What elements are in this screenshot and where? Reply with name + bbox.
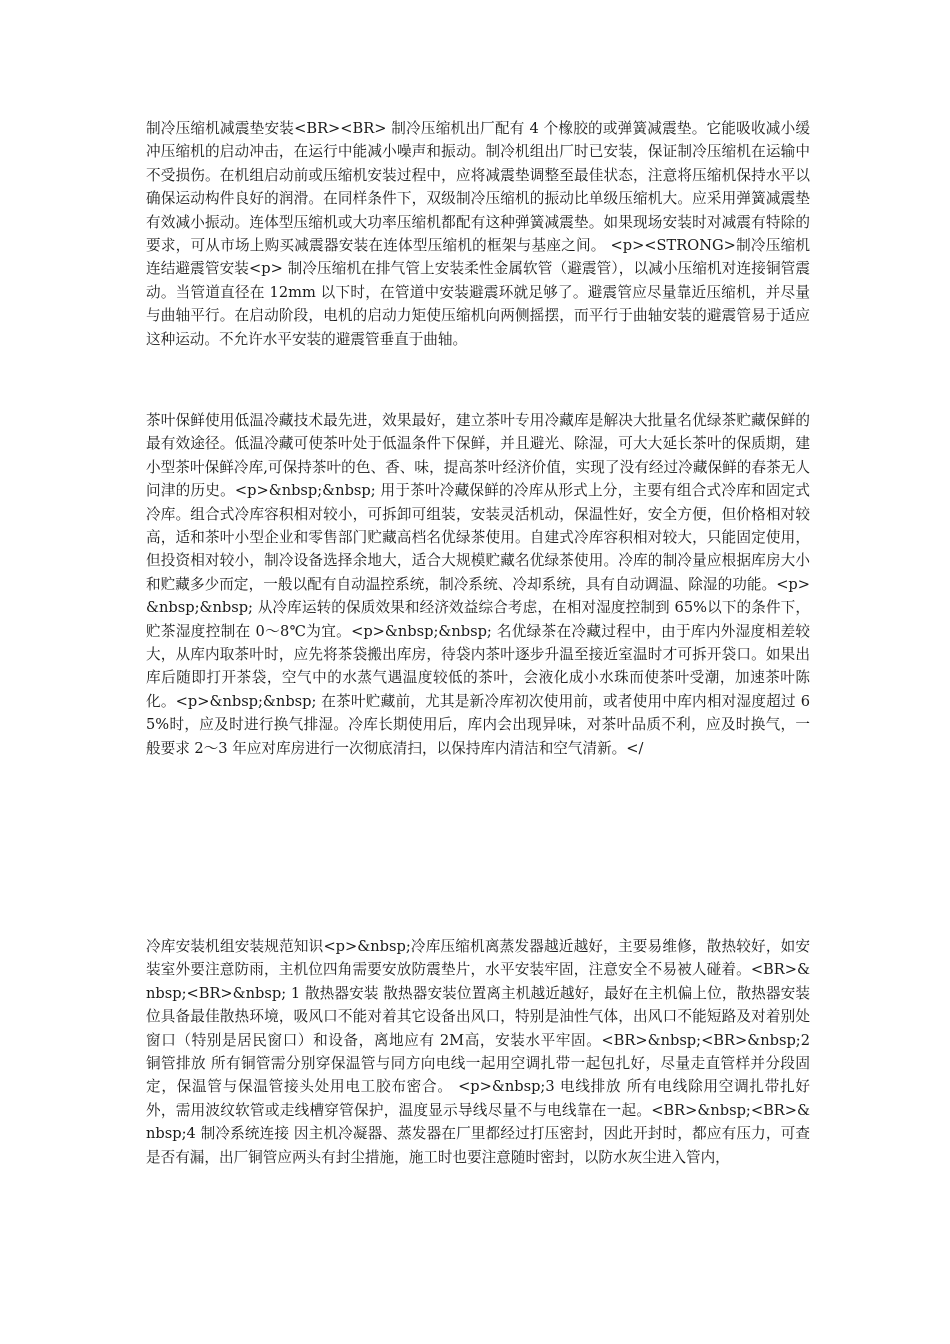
paragraph-tea-cold-storage: 茶叶保鲜使用低温冷藏技术最先进，效果最好，建立茶叶专用冷藏库是解决大批量名优绿茶贮藏保鲜的最有效途径。低温冷藏可使茶叶处于低温条件下保鲜，并且避光、除湿，可大大延长茶叶的保质期，建小型茶叶保鲜冷库,可保持茶叶的色、香、味，提高茶叶经济价值，实现了没有经过冷藏保鲜的春茶无人问津的历史。<p>&nbsp;&nbsp; 用于茶叶冷藏保鲜的冷库从形式上分，主要有组合式冷库和固定式冷库。组合式冷库容积相对较小，可拆卸可组装，安装灵活机动，保温性好，安全方便，但价格相对较高，适和茶叶小型企业和零售部门贮藏高档名优绿茶使用。自建式冷库容积相对较大，只能固定使用，但投资相对较小，制冷设备选择余地大，适合大规模贮藏名优绿茶使用。冷库的制冷量应根据库房大小和贮藏多少而定，一般以配有自动温控系统，制冷系统、冷却系统，具有自动调温、除湿的功能。<p>&nbsp;&nbsp; 从冷库运转的保质效果和经济效益综合考虑，在相对湿度控制到 65%以下的条件下，贮茶湿度控制在 0～8℃为宜。<p>&nbsp;&nbsp; 名优绿茶在冷藏过程中，由于库内外湿度相差较大，从库内取茶叶时，应先将茶袋搬出库房，待袋内茶叶逐步升温至接近室温时才可拆开袋口。如果出库后随即打开茶袋，空气中的水蒸气遇温度较低的茶叶，会液化成小水珠而使茶叶受潮，加速茶叶陈化。<p>&nbsp;&nbsp; 在茶叶贮藏前，尤其是新冷库初次使用前，或者使用中库内相对湿度超过 65%时，应及时进行换气排湿。冷库长期使用后，库内会出现异味，对茶叶品质不利，应及时换气，一般要求 2～3 年应对库房进行一次彻底清扫，以保持库内清洁和空气清新。</ xyxy=(146,412,810,757)
paragraph-cold-room-installation: 冷库安装机组安装规范知识<p>&nbsp;冷库压缩机离蒸发器越近越好，主要易维修，散热较好，如安装室外要注意防雨，主机位四角需要安放防震垫片，水平安装牢固，注意安全不易被人碰着。<BR>&nbsp;<BR>&nbsp; 1 散热器安装 散热器安装位置离主机越近越好，最好在主机偏上位，散热器安装位具备最佳散热环境，吸风口不能对着其它设备出风口，特别是油性气体，出风口不能短路及对着别处窗口（特别是居民窗口）和设备，离地应有 2M高，安装水平牢固。<BR>&nbsp;<BR>&nbsp;2 铜管排放 所有铜管需分别穿保温管与同方向电线一起用空调扎带一起包扎好，尽量走直管样并分段固定，保温管与保温管接头处用电工胶布密合。 <p>&nbsp;3 电线排放 所有电线除用空调扎带扎好外，需用波纹软管或走线槽穿管保护，温度显示导线尽量不与电线靠在一起。<BR>&nbsp;<BR>&nbsp;4 制冷系统连接 因主机冷凝器、蒸发器在厂里都经过打压密封，因此开封时，都应有压力，可查是否有漏，出厂铜管应两头有封尘措施，施工时也要注意随时密封，以防水灰尘进入管内， xyxy=(146,938,810,1166)
paragraph-compressor-damper: 制冷压缩机减震垫安装<BR><BR> 制冷压缩机出厂配有 4 个橡胶的或弹簧减震垫。它能吸收减小缓冲压缩机的启动冲击，在运行中能减小噪声和振动。制冷机组出厂时已安装，保证制冷压缩机在运输中不受损伤。在机组启动前或压缩机安装过程中，应将减震垫调整至最佳状态，注意将压缩机保持水平以确保运动构件良好的润滑。在同样条件下，双级制冷压缩机的振动比单级压缩机大。应采用弹簧减震垫有效减小振动。连体型压缩机或大功率压缩机都配有这种弹簧减震垫。如果现场安装时对减震有特除的要求，可从市场上购买减震器安装在连体型压缩机的框架与基座之间。 <p><STRONG>制冷压缩机连结避震管安装<p> 制冷压缩机在排气管上安装柔性金属软管（避震管），以减小压缩机对连接铜管震动。当管道直径在 12mm 以下时，在管道中安装避震环就足够了。避震管应尽量靠近压缩机，并尽量与曲轴平行。在启动阶段，电机的启动力矩使压缩机向两侧摇摆，而平行于曲轴安装的避震管易于适应这种运动。不允许水平安装的避震管垂直于曲轴。 xyxy=(146,120,810,348)
